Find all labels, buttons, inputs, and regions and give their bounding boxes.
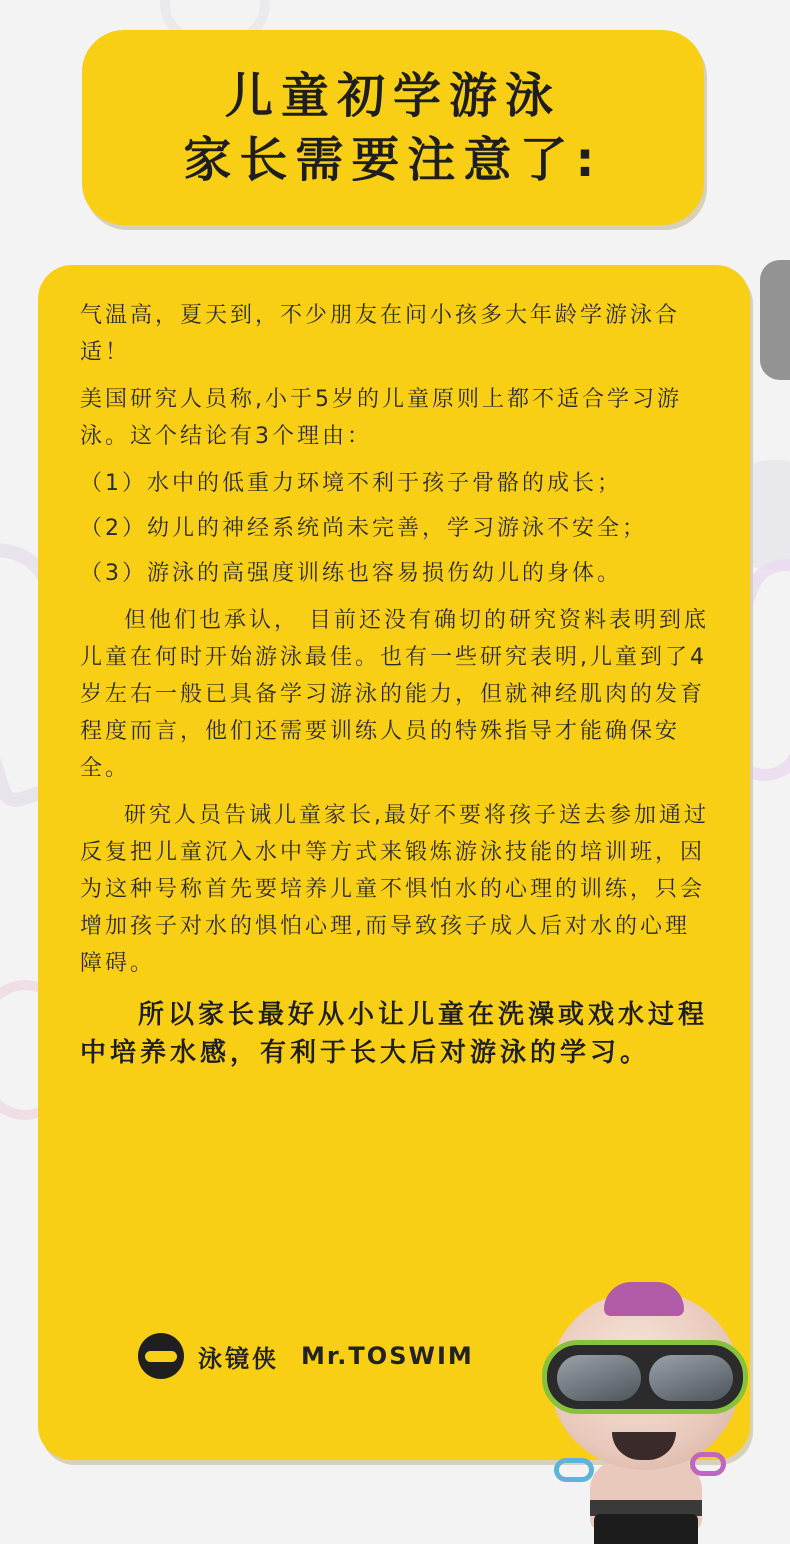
paragraph-conclusion: 所以家长最好从小让儿童在洗澡或戏水过程中培养水感，有利于长大后对游泳的学习。 — [80, 1000, 709, 1068]
mascot-hair — [604, 1282, 684, 1316]
mascot-held-goggle-icon — [554, 1458, 594, 1482]
mascot-illustration — [542, 1282, 752, 1544]
goggle-lens-left — [557, 1355, 641, 1401]
mascot-shorts — [594, 1514, 698, 1544]
brand-signature — [138, 1333, 474, 1379]
title-line-2: 家长需要注意了: — [183, 131, 603, 188]
paragraph-reason-3: （3）游泳的高强度训练也容易损伤幼儿的身体。 — [80, 561, 622, 586]
paragraph-intro: 气温高，夏天到，不少朋友在问小孩多大年龄学游泳合适！ — [80, 303, 681, 365]
goggle-face-logo-icon — [138, 1333, 184, 1379]
goggle-lens-right — [649, 1355, 733, 1401]
paragraph-admission: 但他们也承认， 目前还没有确切的研究资料表明到底儿童在何时开始游泳最佳。也有一些研究表明,儿童到了4岁左右一般已具备学习游泳的能力，但就神经肌肉的发育程度而言，他们还需要训练人员的特殊指导才能确保安全。 — [80, 608, 709, 781]
paragraph-reason-1: （1）水中的低重力环境不利于孩子骨骼的成长； — [80, 471, 622, 496]
title-line-1: 儿童初学游泳 — [224, 67, 561, 124]
mascot-held-goggle-icon — [690, 1452, 726, 1476]
paragraph-reason-2: （2）幼儿的神经系统尚未完善，学习游泳不安全； — [80, 516, 647, 541]
title-card — [82, 30, 704, 225]
content-card — [38, 265, 750, 1460]
brand-name-cn: 泳镜侠 — [198, 1344, 279, 1373]
paragraph-warning: 研究人员告诫儿童家长,最好不要将孩子送去参加通过反复把儿童沉入水中等方式来锻炼游泳技能的培训班，因为这种号称首先要培养儿童不惧怕水的心理的训练，只会增加孩子对水的惧怕心理,而导致孩子成人后对水的心理障碍。 — [80, 803, 709, 976]
article-body — [80, 297, 710, 1082]
background-doodle — [760, 260, 790, 380]
brand-name-en: Mr.TOSWIM — [301, 1342, 474, 1370]
mascot-goggle — [542, 1340, 748, 1414]
paragraph-research: 美国研究人员称,小于5岁的儿童原则上都不适合学习游泳。这个结论有3个理由： — [80, 387, 682, 449]
